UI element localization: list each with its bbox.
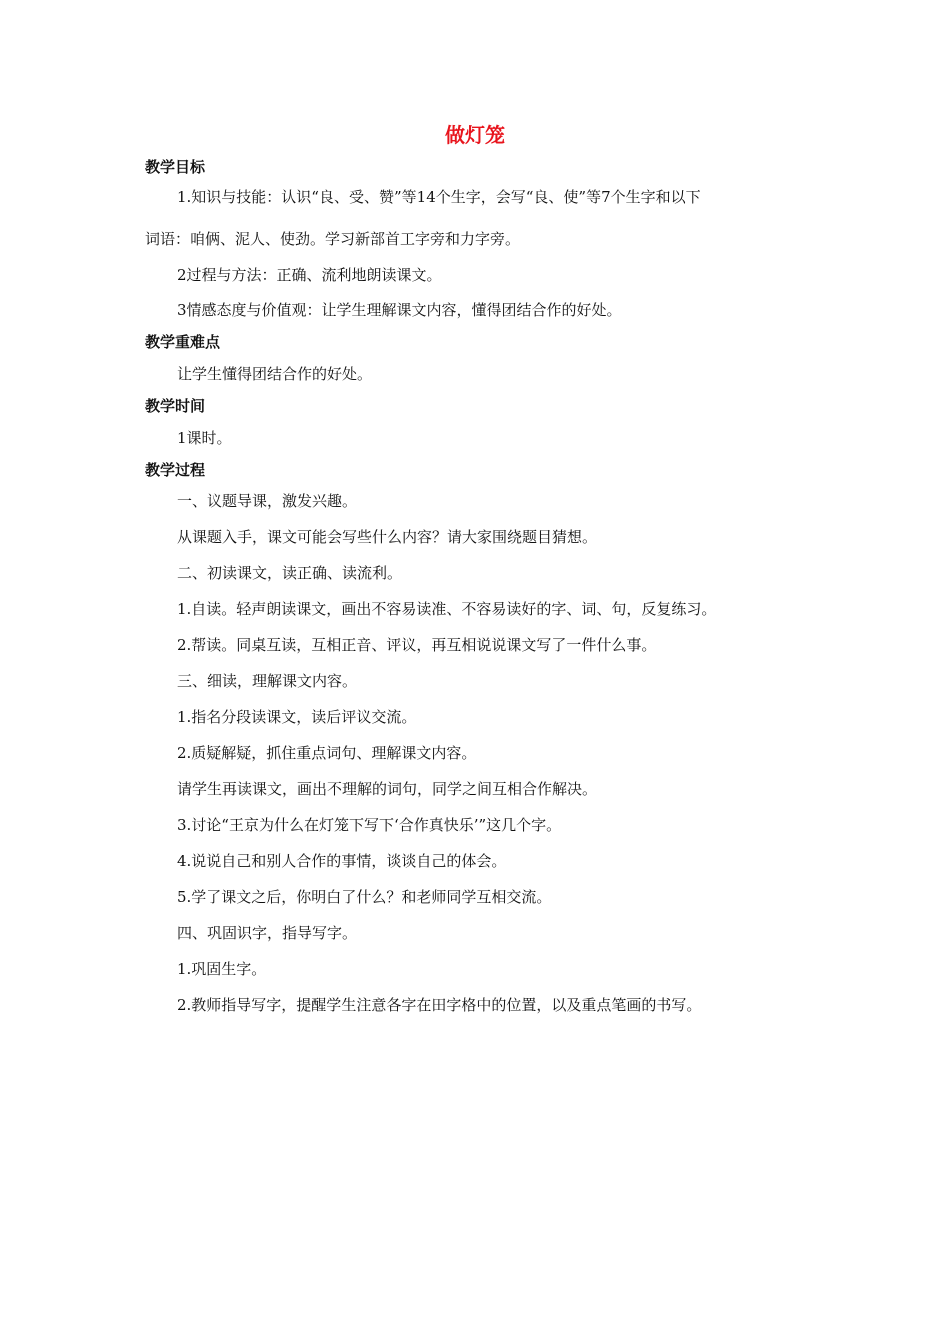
- objective-item-1-line-1: 1.知识与技能：认识“良、受、赞”等14个生字，会写“良、使”等7个生字和以下: [177, 188, 701, 206]
- process-line: 5.学了课文之后，你明白了什么？和老师同学互相交流。: [177, 888, 552, 906]
- objective-item-2: 2过程与方法：正确、流利地朗读课文。: [177, 266, 442, 284]
- process-line: 一、议题导课，激发兴趣。: [177, 492, 358, 510]
- objective-item-1-line-2: 词语：咱俩、泥人、使劲。学习新部首工字旁和力字旁。: [145, 230, 521, 248]
- section-heading-process: 教学过程: [145, 461, 206, 479]
- process-line: 请学生再读课文，画出不理解的词句，同学之间互相合作解决。: [177, 780, 598, 798]
- process-line: 2.质疑解疑，抓住重点词句、理解课文内容。: [177, 744, 477, 762]
- process-line: 1.自读。轻声朗读课文，画出不容易读准、不容易读好的字、词、句，反复练习。: [177, 600, 717, 618]
- process-line: 1.巩固生字。: [177, 960, 267, 978]
- process-line: 1.指名分段读课文，读后评议交流。: [177, 708, 417, 726]
- process-line: 从课题入手，课文可能会写些什么内容？请大家围绕题目猜想。: [177, 528, 598, 546]
- process-line: 四、巩固识字，指导写字。: [177, 924, 358, 942]
- process-line: 三、细读，理解课文内容。: [177, 672, 358, 690]
- objective-item-3: 3情感态度与价值观：让学生理解课文内容，懂得团结合作的好处。: [177, 301, 622, 319]
- section-heading-time: 教学时间: [145, 397, 206, 415]
- section-heading-key-points: 教学重难点: [145, 333, 221, 351]
- document-title: 做灯笼: [445, 123, 505, 147]
- time-text: 1课时。: [177, 429, 232, 447]
- process-line: 二、初读课文，读正确、读流利。: [177, 564, 403, 582]
- key-points-text: 让学生懂得团结合作的好处。: [177, 365, 373, 383]
- process-line: 4.说说自己和别人合作的事情，谈谈自己的体会。: [177, 852, 507, 870]
- section-heading-objectives: 教学目标: [145, 158, 206, 176]
- process-line: 3.讨论“王京为什么在灯笼下写下‘合作真快乐’”这几个字。: [177, 816, 562, 834]
- process-line: 2.教师指导写字，提醒学生注意各字在田字格中的位置，以及重点笔画的书写。: [177, 996, 702, 1014]
- process-line: 2.帮读。同桌互读，互相正音、评议，再互相说说课文写了一件什么事。: [177, 636, 657, 654]
